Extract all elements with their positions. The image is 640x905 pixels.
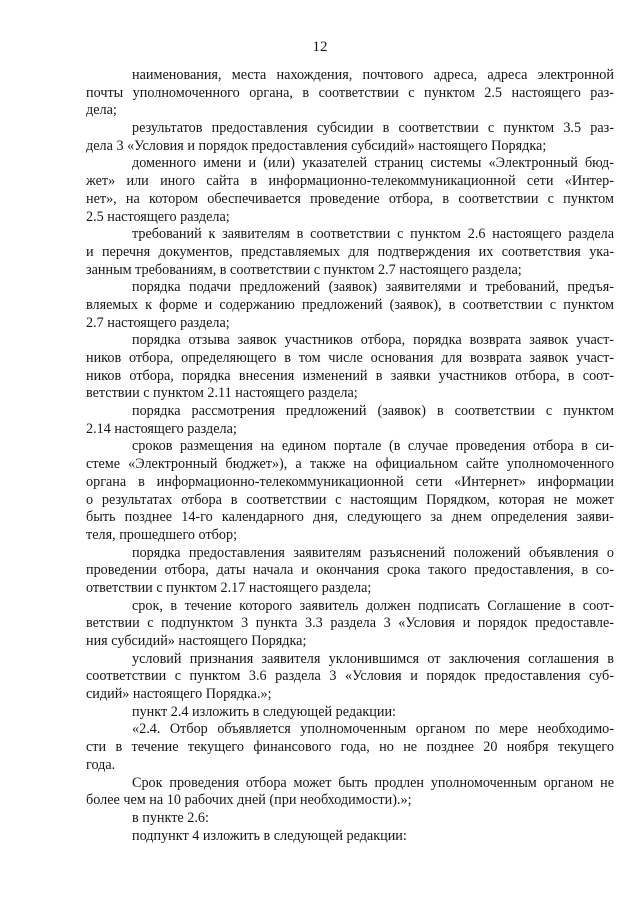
- text-line: сти в течение текущего финансового года, но не позднее 20 ноября текущего: [86, 739, 614, 756]
- text-line: ников отбора, порядка внесения изменений в заявки участников отбора, в соот-: [86, 367, 614, 384]
- text-line: почты уполномоченного органа, в соответствии с пунктом 2.5 настоящего раз-: [86, 84, 614, 101]
- text-line: быть позднее 14-го календарного дня, следующего за днем определения заяви-: [86, 509, 614, 526]
- text-line: дела;: [86, 102, 117, 119]
- text-line: пункт 2.4 изложить в следующей редакции:: [132, 703, 396, 720]
- text-line: занным требованиям, в соответствии с пунктом 2.7 настоящего раздела;: [86, 261, 522, 278]
- text-line: наименования, места нахождения, почтового адреса, адреса электронной: [132, 67, 614, 83]
- text-line: ния субсидий» настоящего Порядка;: [86, 633, 307, 649]
- text-line: Срок проведения отбора может быть продлен уполномоченным органом не: [132, 774, 614, 791]
- text-line: более чем на 10 рабочих дней (при необходимости).»;: [86, 792, 412, 809]
- text-line: стеме «Электронный бюджет»), а также на официальном сайте уполномоченного: [86, 456, 614, 473]
- text-line: ников отбора, определяющего в том числе основания для возврата заявок участ-: [86, 350, 614, 366]
- text-line: теля, прошедшего отбор;: [86, 526, 238, 543]
- text-line: сидий» настоящего Порядка.»;: [86, 686, 272, 703]
- text-line: срок, в течение которого заявитель должен подписать Соглашение в соот-: [132, 597, 614, 614]
- body-text: [86, 67, 614, 845]
- text-line: соответствии с пунктом 3.6 раздела 3 «Условия и порядок предоставления суб-: [86, 668, 614, 685]
- text-line: «2.4. Отбор объявляется уполномоченным органом по мере необходимо-: [132, 721, 614, 738]
- text-line: 2.5 настоящего раздела;: [86, 208, 230, 225]
- text-line: требований к заявителям в соответствии с пунктом 2.6 настоящего раздела: [132, 226, 614, 243]
- text-line: ветствии с пунктом 2.11 настоящего раздела;: [86, 385, 358, 402]
- page-number: 12: [312, 39, 328, 55]
- text-line: в пункте 2.6:: [132, 809, 209, 826]
- text-line: о результатах отбора в соответствии с настоящим Порядком, которая не может: [86, 491, 614, 508]
- text-line: порядка рассмотрения предложений (заявок) в соответствии с пунктом: [132, 403, 614, 420]
- text-line: органа в информационно-телекоммуникационной сети «Интернет» информации: [86, 473, 614, 490]
- text-line: порядка отзыва заявок участников отбора, порядка возврата заявок участ-: [132, 332, 614, 349]
- text-line: условий признания заявителя уклонившимся от заключения соглашения в: [132, 650, 614, 667]
- text-line: ветствии с подпунктом 3 пункта 3.3 раздела 3 «Условия и порядок предоставле-: [86, 615, 614, 632]
- text-line: порядка подачи предложений (заявок) заявителями и требований, предъя-: [132, 279, 614, 296]
- text-line: года.: [86, 756, 116, 773]
- text-line: жет» или иного сайта в информационно-телекоммуникационной сети «Интер-: [86, 173, 614, 190]
- text-line: доменного имени и (или) указателей страниц системы «Электронный бюд-: [132, 155, 614, 172]
- text-line: и перечня документов, представляемых для подтверждения их соответствия ука-: [86, 243, 614, 260]
- text-line: 2.14 настоящего раздела;: [86, 420, 237, 437]
- text-line: вляемых к форме и содержанию предложений (заявок), в соответствии с пунктом: [86, 296, 614, 313]
- text-line: проведении отбора, даты начала и окончания срока такого предоставления, в со-: [86, 562, 614, 579]
- text-line: результатов предоставления субсидии в соответствии с пунктом 3.5 раз-: [132, 120, 614, 137]
- text-line: 2.7 настоящего раздела;: [86, 314, 230, 331]
- text-line: сроков размещения на едином портале (в случае проведения отбора в си-: [132, 438, 614, 455]
- text-line: ответствии с пунктом 2.17 настоящего раздела;: [86, 579, 372, 596]
- text-line: нет», на котором обеспечивается проведение отбора, в соответствии с пунктом: [86, 190, 614, 207]
- text-line: подпункт 4 изложить в следующей редакции:: [132, 827, 407, 844]
- text-line: порядка предоставления заявителям разъяснений положений объявления о: [132, 544, 614, 561]
- text-line: дела 3 «Условия и порядок предоставления субсидий» настоящего Порядка;: [86, 137, 547, 154]
